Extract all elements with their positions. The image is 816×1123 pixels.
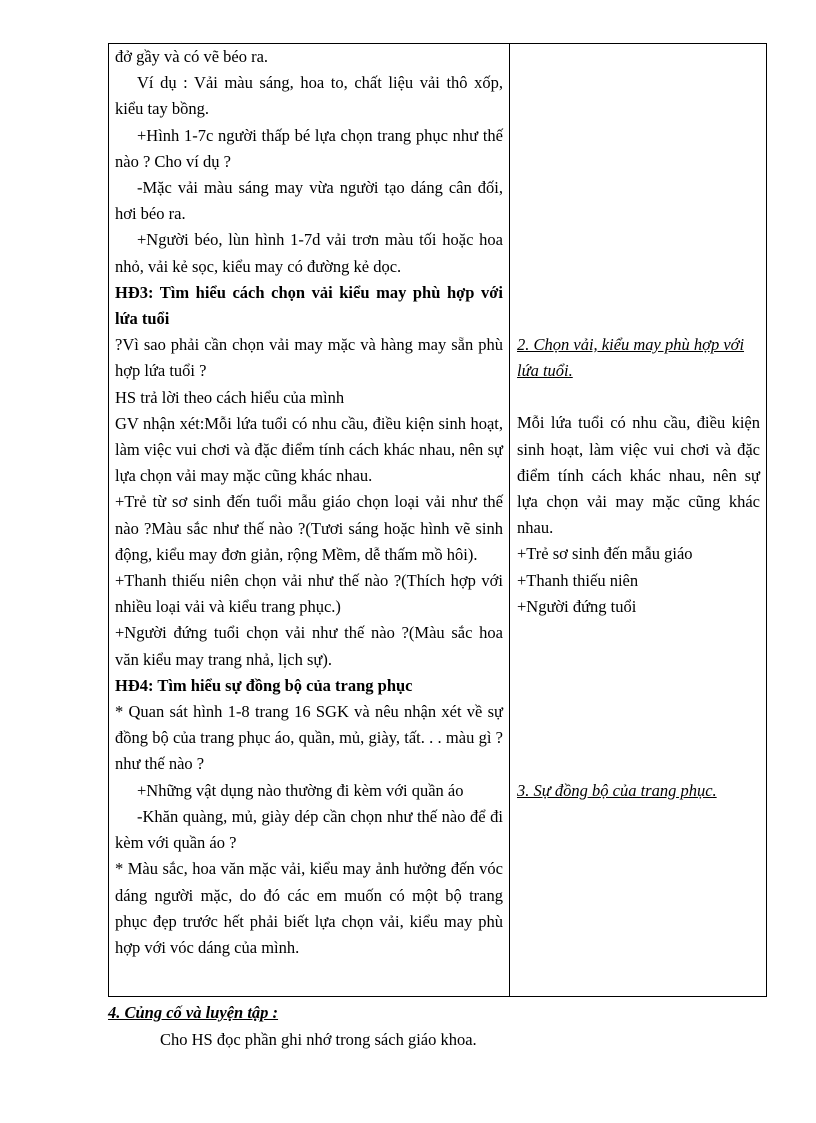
section-4-title: 4. Củng cố và luyện tập : [108, 1003, 279, 1022]
paragraph: ?Vì sao phải cần chọn vải may mặc và hàng may sẵn phù hợp lứa tuổi ? [115, 335, 503, 381]
paragraph: -Mặc vải màu sáng may vừa người tạo dáng cân đối, hơi béo ra. [115, 178, 503, 224]
paragraph: Ví dụ : Vải màu sáng, hoa to, chất liệu vải thô xốp, kiểu tay bồng. [115, 73, 503, 119]
paragraph: -Khăn quàng, mủ, giày dép cần chọn như thế nào để đi kèm với quần áo ? [115, 806, 503, 853]
section-heading-2: 2. Chọn vải, kiểu may phù hợp với lứa tuổi. [517, 335, 745, 381]
section-heading-3: 3. Sự đồng bộ của trang phục. [517, 781, 717, 801]
paragraph: +Người đứng tuổi chọn vải như thế nào ?(Màu sắc hoa văn kiểu may trang nhả, lịch sự). [115, 623, 503, 669]
paragraph: +Hình 1-7c người thấp bé lựa chọn trang phục như thế nào ? Cho ví dụ ? [115, 125, 503, 171]
paragraph: +Người béo, lùn hình 1-7d vải trơn màu tối hoặc hoa nhỏ, vải kẻ sọc, kiểu may có đường kẻ dọc. [115, 230, 503, 276]
paragraph: +Trẻ từ sơ sinh đến tuổi mẫu giáo chọn loại vải như thế nào ?Màu sắc như thế nào ?(Tươi sáng hoặc hình vẽ sinh động, kiểu may đơn giản, rộng Mềm, dễ thấm mồ hôi). [115, 492, 503, 564]
paragraph: +Thanh thiếu niên chọn vải như thế nào ?(Thích hợp với nhiều loại vải và kiểu trang phục.) [115, 571, 503, 617]
activity-heading-hd3: HĐ3: Tìm hiểu cách chọn vải kiểu may phù hợp với lứa tuổi [115, 282, 503, 329]
activity-heading-hd4: HĐ4: Tìm hiểu sự đồng bộ của trang phục [115, 675, 413, 695]
list-item: +Thanh thiếu niên [517, 570, 639, 590]
paragraph: * Màu sắc, hoa văn mặc vải, kiểu may ảnh hưởng đến vóc dáng người mặc, do đó các em muốn có một bộ trang phục đẹp trước hết phải biết lựa chọn vải, kiểu may phù hợp với vóc dáng của mình. [115, 859, 503, 957]
spacer [517, 44, 760, 332]
lesson-table [108, 43, 767, 997]
spacer [517, 620, 760, 778]
section-4-text: Cho HS đọc phần ghi nhớ trong sách giáo khoa. [160, 1030, 477, 1049]
paragraph: +Những vật dụng nào thường đi kèm với quần áo [137, 780, 464, 800]
summary-text: Mỗi lứa tuổi có nhu cầu, điều kiện sinh hoạt, làm việc vui chơi và đặc điểm tính cách khác nhau, nên sự lựa chọn vải may mặc cũng khác nhau. [517, 413, 760, 538]
paragraph: HS trả lời theo cách hiểu của mình [115, 387, 345, 407]
list-item: +Trẻ sơ sinh đến mẫu giáo [517, 544, 693, 564]
spacer [517, 384, 760, 410]
list-item: +Người đứng tuổi [517, 596, 637, 616]
teacher-activity-column [109, 44, 510, 997]
content-column [510, 44, 767, 997]
paragraph: * Quan sát hình 1-8 trang 16 SGK và nêu nhận xét về sự đồng bộ của trang phục áo, quần, mủ, giày, tất. . . màu gì ? như thế nào ? [115, 702, 503, 774]
paragraph: đở gầy và có vẽ béo ra. [115, 47, 269, 66]
paragraph: GV nhận xét:Mỗi lứa tuổi có nhu cầu, điều kiện sinh hoạt, làm việc vui chơi và đặc điểm tính cách khác nhau, nên sự lựa chọn vải may mặc cũng khác nhau. [115, 413, 503, 486]
